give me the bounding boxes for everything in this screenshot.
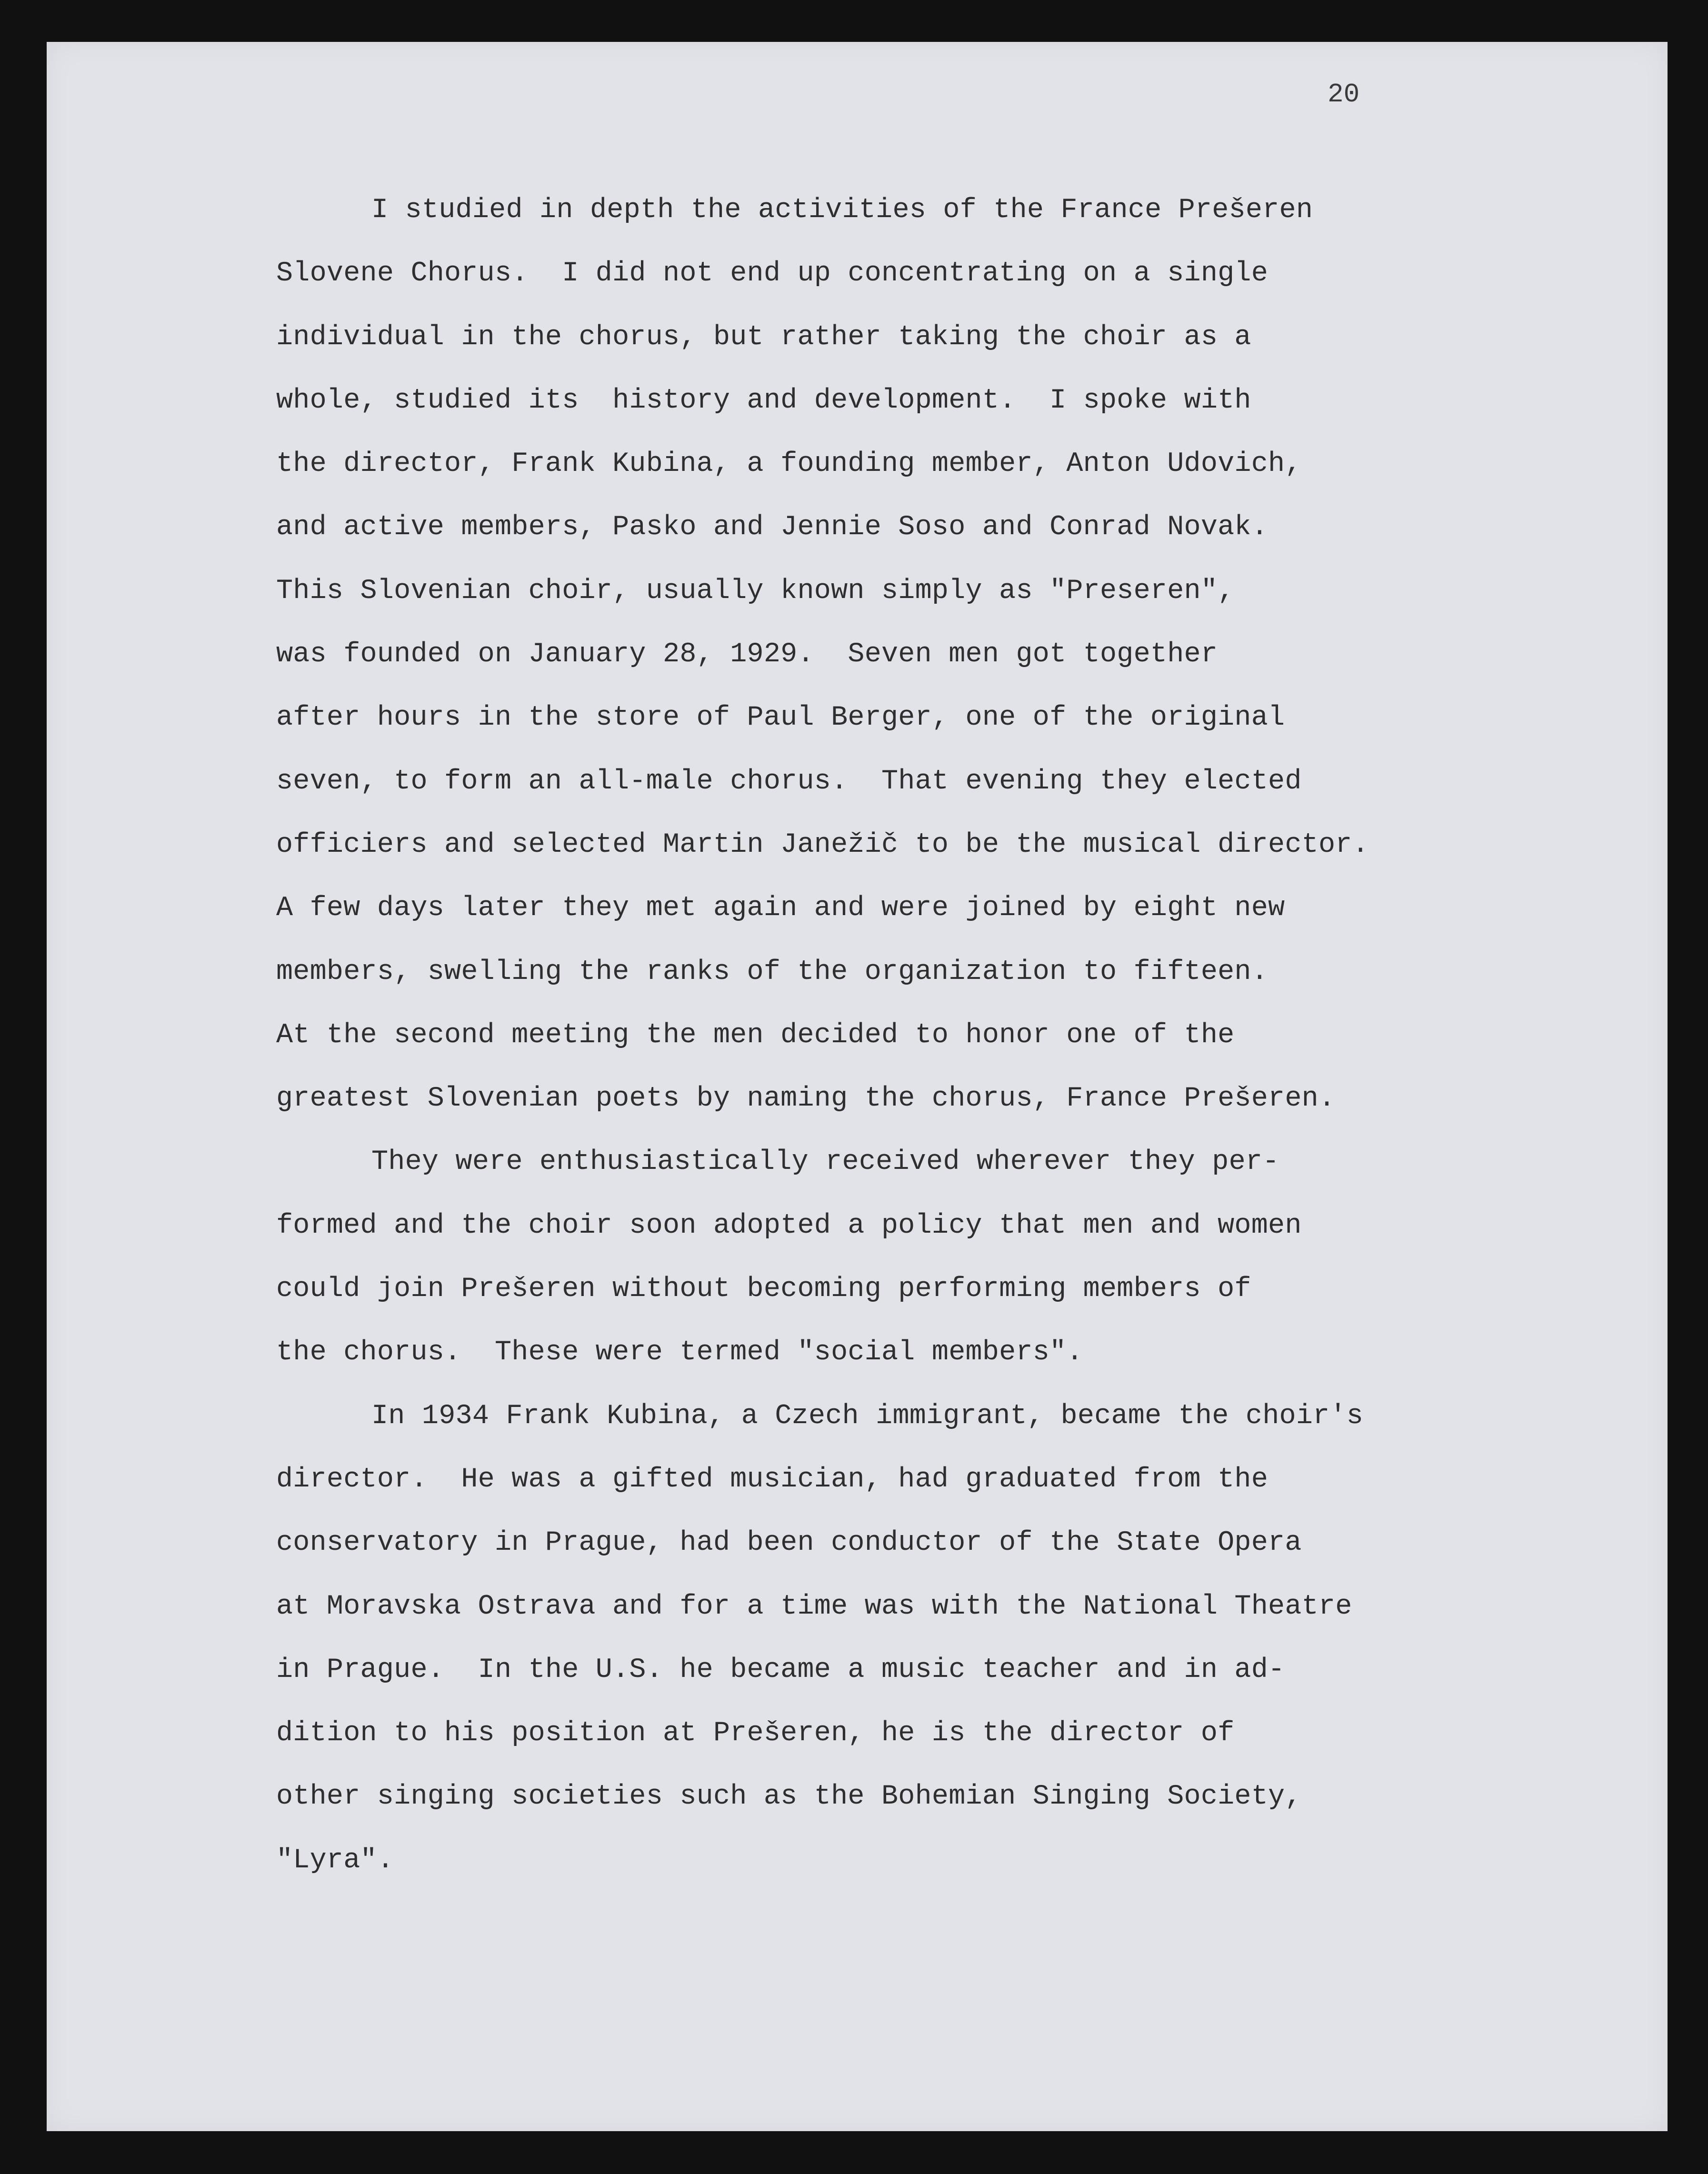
text-line: conservatory in Prague, had been conductor of the State Opera (276, 1526, 1302, 1559)
text-line: whole, studied its history and development. I spoke with (276, 384, 1251, 416)
text-line: greatest Slovenian poets by naming the chorus, France Prešeren. (276, 1082, 1336, 1115)
text-line: members, swelling the ranks of the organization to fifteen. (276, 955, 1269, 987)
text-line: seven, to form an all-male chorus. That evening they elected (276, 765, 1302, 797)
text-line: other singing societies such as the Bohemian Singing Society, (276, 1780, 1302, 1813)
text-line: In 1934 Frank Kubina, a Czech immigrant, became the choir's (371, 1399, 1364, 1432)
text-line: after hours in the store of Paul Berger, one of the original (276, 701, 1285, 734)
text-line: at Moravska Ostrava and for a time was with the National Theatre (276, 1590, 1352, 1622)
text-line: director. He was a gifted musician, had graduated from the (276, 1463, 1269, 1495)
text-line: dition to his position at Prešeren, he is the director of (276, 1717, 1235, 1749)
text-line: and active members, Pasko and Jennie Soso and Conrad Novak. (276, 511, 1269, 543)
body-text (276, 178, 1600, 1892)
paragraph-2 (276, 1130, 1600, 1384)
text-line: "Lyra". (276, 1844, 394, 1876)
text-line: They were enthusiastically received wherever they per- (371, 1146, 1279, 1178)
text-line: Slovene Chorus. I did not end up concentrating on a single (276, 257, 1269, 289)
text-line: the director, Frank Kubina, a founding member, Anton Udovich, (276, 448, 1302, 480)
text-line: the chorus. These were termed "social members". (276, 1336, 1083, 1368)
paragraph-3 (276, 1384, 1600, 1892)
text-line: could join Prešeren without becoming performing members of (276, 1273, 1251, 1305)
text-line: This Slovenian choir, usually known simply as "Preseren", (276, 574, 1235, 607)
text-line: formed and the choir soon adopted a policy that men and women (276, 1209, 1302, 1241)
paragraph-1 (276, 178, 1600, 1130)
text-line: officiers and selected Martin Janežič to be the musical director. (276, 828, 1369, 860)
text-line: in Prague. In the U.S. he became a music teacher and in ad- (276, 1653, 1285, 1685)
text-line: A few days later they met again and were joined by eight new (276, 892, 1285, 924)
text-line: was founded on January 28, 1929. Seven men got together (276, 638, 1218, 670)
text-line: individual in the chorus, but rather taking the choir as a (276, 320, 1251, 353)
text-line: At the second meeting the men decided to honor one of the (276, 1018, 1235, 1051)
page-number: 20 (1328, 79, 1360, 110)
text-line: I studied in depth the activities of the France Prešeren (371, 194, 1313, 226)
typewritten-page (47, 42, 1668, 2131)
